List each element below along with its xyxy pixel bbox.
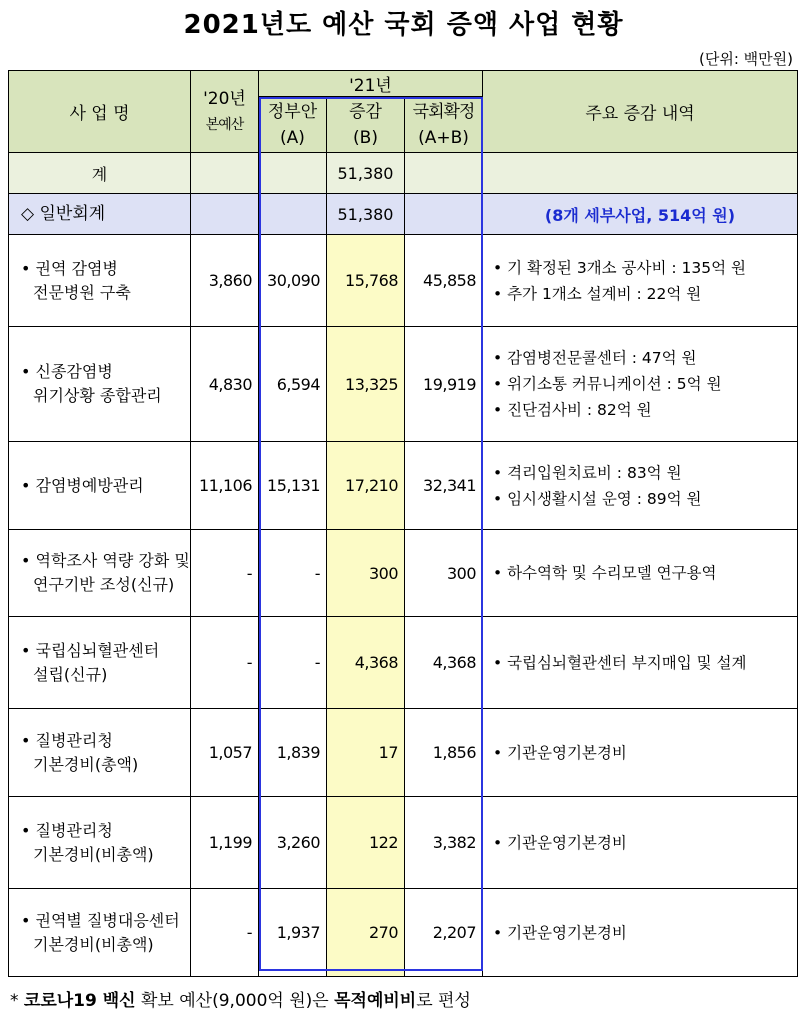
footnote-part4: 로 편성: [416, 991, 471, 1011]
row-final: 45,858: [405, 235, 483, 327]
header-name: 사 업 명: [9, 71, 191, 153]
detail-item: • 국립심뇌혈관센터 부지매입 및 설계: [493, 653, 747, 672]
row-final: 32,341: [405, 442, 483, 530]
row-gov: -: [259, 530, 327, 617]
page-title: 2021년도 예산 국회 증액 사업 현황: [183, 10, 624, 40]
row-prev: -: [191, 617, 259, 709]
row-name: [9, 327, 191, 442]
row-details: [483, 709, 798, 797]
row-final: 19,919: [405, 327, 483, 442]
row-prev: 1,199: [191, 797, 259, 889]
row-final: 300: [405, 530, 483, 617]
row-name: [9, 235, 191, 327]
row-name-line2: 기본경비(비총액): [33, 844, 154, 864]
row-increase: 270: [327, 889, 405, 977]
table-row: [9, 327, 798, 442]
total-increase: 51,380: [327, 153, 405, 194]
footnote-part2: 확보 예산(9,000억 원)은: [135, 991, 335, 1011]
row-gov: 6,594: [259, 327, 327, 442]
row-final: 3,382: [405, 797, 483, 889]
detail-item: • 추가 1개소 설계비 : 22억 원: [493, 284, 702, 303]
footnote-star: *: [10, 991, 19, 1011]
row-final: 2,207: [405, 889, 483, 977]
total-details: [483, 153, 798, 194]
detail-item: • 기관운영기본경비: [493, 743, 627, 762]
row-name-line1: • 신종감염병: [21, 362, 113, 381]
row-increase: 122: [327, 797, 405, 889]
row-gov: 15,131: [259, 442, 327, 530]
general-note: (8개 세부사업, 514억 원): [483, 194, 798, 235]
row-prev: 1,057: [191, 709, 259, 797]
row-name-line2: 기본경비(총액): [33, 754, 139, 774]
row-name-line1: • 감염병예방관리: [21, 475, 144, 495]
row-increase: 15,768: [327, 235, 405, 327]
row-details: [483, 327, 798, 442]
row-increase: 17,210: [327, 442, 405, 530]
footnote-part3: 목적예비비: [334, 991, 417, 1011]
row-final: 4,368: [405, 617, 483, 709]
total-label: 계: [9, 153, 191, 194]
table-row: [9, 797, 798, 889]
row-name-line1: • 권역 감염병: [21, 258, 118, 278]
row-increase: 300: [327, 530, 405, 617]
header-increase: [327, 97, 405, 153]
table-row: [9, 442, 798, 530]
general-prev: [191, 194, 259, 235]
unit-label: (단위: 백만원): [699, 50, 793, 68]
row-name: [9, 530, 191, 617]
table-row: [9, 617, 798, 709]
row-gov: 30,090: [259, 235, 327, 327]
general-account-row: [9, 194, 798, 235]
header-prev-line1: '20년: [203, 88, 246, 109]
header-inc-line1: 증감: [349, 101, 382, 122]
table-row: [9, 235, 798, 327]
header-gov: [259, 97, 327, 153]
row-name-line1: • 국립심뇌혈관센터: [21, 640, 160, 660]
row-name-line2: 연구기반 조성(신규): [33, 575, 175, 594]
detail-item: • 하수역학 및 수리모델 연구용역: [493, 564, 717, 582]
footnote: [10, 986, 471, 1011]
detail-item: • 임시생활시설 운영 : 89억 원: [493, 489, 702, 508]
header-gov-line2: (A): [280, 127, 305, 148]
row-name: [9, 617, 191, 709]
row-name-line2: 전문병원 구축: [33, 282, 131, 302]
row-name-line2: 설립(신규): [33, 664, 108, 684]
row-name-line2: 위기상황 종합관리: [33, 386, 162, 405]
row-name-line1: • 권역별 질병대응센터: [21, 910, 180, 930]
table-row: [9, 889, 798, 977]
row-name-line1: • 질병관리청: [21, 820, 113, 840]
general-label: ◇ 일반회계: [9, 194, 191, 235]
row-details: [483, 235, 798, 327]
table-row: [9, 530, 798, 617]
row-details: [483, 617, 798, 709]
row-prev: 3,860: [191, 235, 259, 327]
header-prev-line2: 본예산: [205, 116, 244, 133]
row-prev: 4,830: [191, 327, 259, 442]
row-final: 1,856: [405, 709, 483, 797]
general-gov: [259, 194, 327, 235]
row-details: [483, 442, 798, 530]
header-prev-budget: [191, 71, 259, 153]
row-prev: -: [191, 889, 259, 977]
total-row: [9, 153, 798, 194]
row-name-line1: • 질병관리청: [21, 730, 113, 750]
total-gov: [259, 153, 327, 194]
row-details: [483, 530, 798, 617]
row-gov: 1,839: [259, 709, 327, 797]
general-increase: 51,380: [327, 194, 405, 235]
row-increase: 13,325: [327, 327, 405, 442]
table-row: [9, 709, 798, 797]
row-name: [9, 442, 191, 530]
detail-item: • 기관운영기본경비: [493, 923, 627, 942]
header-final: [405, 97, 483, 153]
row-prev: -: [191, 530, 259, 617]
row-gov: 1,937: [259, 889, 327, 977]
row-name: [9, 797, 191, 889]
header-details: 주요 증감 내역: [483, 71, 798, 153]
row-gov: 3,260: [259, 797, 327, 889]
detail-item: • 기관운영기본경비: [493, 833, 627, 852]
row-details: [483, 797, 798, 889]
row-name: [9, 709, 191, 797]
footnote-part1: 코로나19 백신: [23, 991, 136, 1011]
detail-item: • 감염병전문콜센터 : 47억 원: [493, 349, 697, 367]
row-gov: -: [259, 617, 327, 709]
row-name-line1: • 역학조사 역량 강화 및: [21, 551, 190, 570]
row-details: [483, 889, 798, 977]
row-increase: 4,368: [327, 617, 405, 709]
header-inc-line2: (B): [353, 127, 378, 148]
row-prev: 11,106: [191, 442, 259, 530]
detail-item: • 격리입원치료비 : 83억 원: [493, 463, 682, 482]
header-gov-line1: 정부안: [267, 101, 318, 122]
detail-item: • 위기소통 커뮤니케이션 : 5억 원: [493, 375, 722, 393]
row-increase: 17: [327, 709, 405, 797]
row-name-line2: 기본경비(비총액): [33, 934, 154, 954]
row-name: [9, 889, 191, 977]
total-final: [405, 153, 483, 194]
header-year21: '21년: [259, 71, 483, 97]
detail-item: • 진단검사비 : 82억 원: [493, 401, 652, 419]
header-final-line1: 국회확정: [412, 101, 475, 122]
general-final: [405, 194, 483, 235]
budget-table: [8, 70, 798, 977]
detail-item: • 기 확정된 3개소 공사비 : 135억 원: [493, 258, 747, 277]
header-final-line2: (A+B): [418, 127, 469, 148]
total-prev: [191, 153, 259, 194]
